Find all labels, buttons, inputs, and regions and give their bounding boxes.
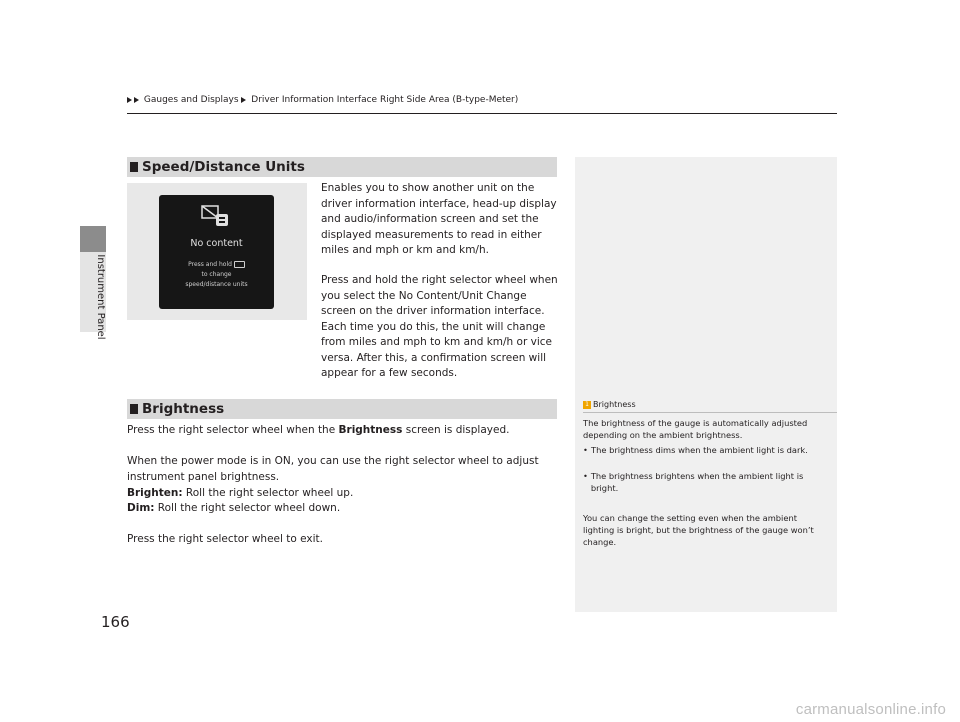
speed-description-paragraph: Enables you to show another unit on the driver information interface, head-up display and audio/information screen and set the displayed measurements to read in either miles and mph or km and km/h.: [321, 182, 557, 256]
chapter-side-label: Instrument Panel: [95, 254, 106, 340]
page-number: 166: [101, 613, 130, 631]
note-bullet: • The brightness dims when the ambient light is dark.: [583, 445, 808, 455]
note-bullet: • The brightness brightens when the ambient light is bright.: [583, 471, 804, 493]
note-heading: [583, 400, 636, 409]
section-heading-brightness: [127, 399, 557, 419]
breadcrumb-item[interactable]: Gauges and Displays: [143, 95, 239, 105]
watermark: carmanualsonline.info: [795, 701, 946, 718]
note-paragraph: You can change the setting even when the ambient lighting is bright, but the brightness of the gauge won’t change.: [583, 513, 814, 547]
section-square-icon: [130, 162, 138, 172]
section-square-icon: [130, 404, 138, 414]
brighten-step: Brighten: Roll the right selector wheel up.: [127, 487, 354, 499]
breadcrumb-arrow-icon: [127, 97, 132, 103]
breadcrumb-arrow-icon: [241, 97, 246, 103]
exit-step: Press the right selector wheel to exit.: [127, 533, 323, 545]
section-heading-speed-distance: [127, 157, 557, 177]
breadcrumb: [127, 95, 518, 105]
section-title: Brightness: [142, 401, 225, 417]
brightness-instruction: Press the right selector wheel when the Brightness screen is displayed.: [127, 424, 510, 436]
bullet-icon: •: [583, 471, 588, 481]
bullet-icon: •: [583, 445, 588, 455]
breadcrumb-arrow-icon: [134, 97, 139, 103]
section-title: Speed/Distance Units: [142, 159, 305, 175]
header-divider: [127, 113, 837, 114]
selector-wheel-icon: [234, 261, 245, 268]
screen-hint-text: Press and hold to change speed/distance units: [185, 261, 248, 288]
speed-instruction-paragraph: Press and hold the right selector wheel when you select the No Content/Unit Change screen on the driver information interface. Each time you do this, the unit will change from miles and mph to km and km/h or vice versa. After this, a confirmation screen will appear for a few seconds.: [321, 274, 558, 379]
note-paragraph: The brightness of the gauge is automatically adjusted depending on the ambient brightness.: [583, 418, 808, 440]
brightness-description: When the power mode is in ON, you can use the right selector wheel to adjust instrument panel brightness.: [127, 455, 539, 483]
note-heading-text: Brightness: [593, 400, 636, 409]
breadcrumb-item[interactable]: Driver Information Interface Right Side Area (B-type-Meter): [251, 95, 519, 105]
screen-main-text: No content: [190, 238, 243, 249]
dim-step: Dim: Roll the right selector wheel down.: [127, 502, 341, 514]
note-number-icon: 1: [583, 401, 591, 409]
note-divider: [583, 412, 837, 413]
screen-off-with-selector-icon: [200, 204, 230, 228]
